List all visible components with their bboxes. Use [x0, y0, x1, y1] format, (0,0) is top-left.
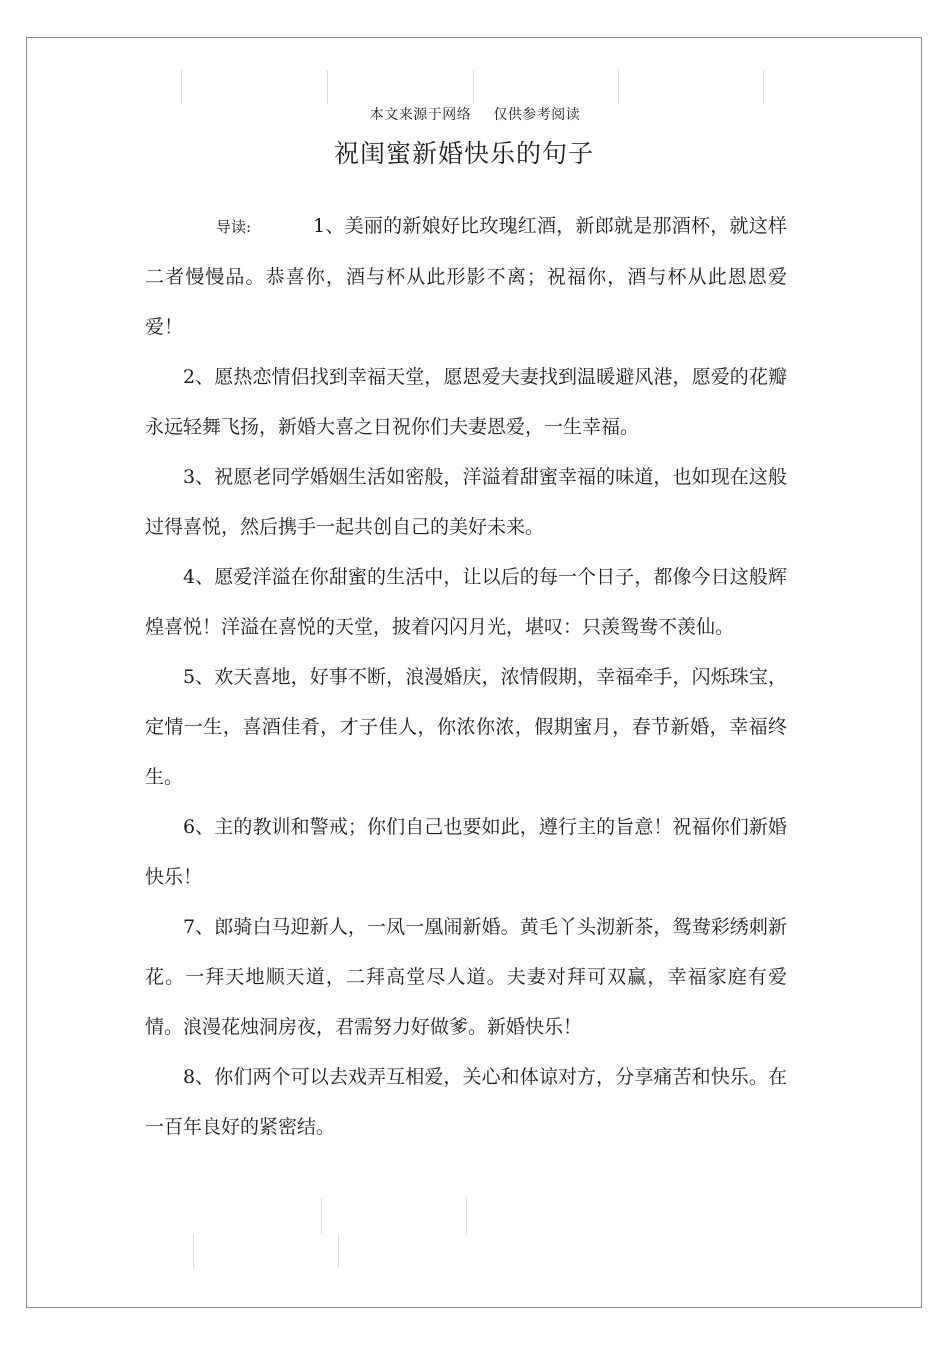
guide-line — [327, 70, 328, 104]
guide-line — [321, 1198, 322, 1234]
paragraph-1 — [145, 201, 787, 352]
paragraph-8: 8、你们两个可以去戏弄互相爱，关心和体谅对方，分享痛苦和快乐。在一百年良好的紧密结。 — [145, 1066, 787, 1138]
guide-line — [181, 70, 182, 104]
guide-line — [338, 1234, 339, 1268]
reference-note-text: 仅供参考阅读 — [493, 107, 581, 123]
paragraph-5: 5、欢天喜地，好事不断，浪漫婚庆，浓情假期，幸福牵手，闪烁珠宝，定情一生，喜酒佳肴，才子佳人，你浓你浓，假期蜜月，春节新婚，幸福终生。 — [145, 666, 787, 788]
source-note — [0, 104, 950, 124]
paragraph-2: 2、愿热恋情侣找到幸福天堂，愿恩爱夫妻找到温暖避风港，愿爱的花瓣永远轻舞飞扬，新婚大喜之日祝你们夫妻恩爱，一生幸福。 — [145, 366, 787, 438]
source-note-text: 本文来源于网络 — [369, 107, 472, 123]
guide-line — [473, 70, 474, 104]
paragraph-4: 4、愿爱洋溢在你甜蜜的生活中，让以后的每一个日子，都像今日这般辉煌喜悦！洋溢在喜悦的天堂，披着闪闪月光，堪叹：只羡鸳鸯不羡仙。 — [145, 566, 787, 638]
paragraph-7: 7、郎骑白马迎新人，一凤一凰闹新婚。黄毛丫头沏新茶，鸳鸯彩绣刺新花。一拜天地顺天道，二拜高堂尽人道。夫妻对拜可双赢，幸福家庭有爱情。浪漫花烛洞房夜，君需努力好做爹。新婚快乐！ — [145, 916, 787, 1038]
document-title: 祝闺蜜新婚快乐的句子 — [333, 139, 594, 168]
paragraph-6: 6、主的教训和警戒；你们自己也要如此，遵行主的旨意！祝福你们新婚快乐！ — [145, 816, 787, 888]
document-body — [145, 201, 787, 1152]
guide-line — [763, 70, 764, 104]
guide-line — [618, 70, 619, 104]
paragraph-3: 3、祝愿老同学婚姻生活如密般，洋溢着甜蜜幸福的味道，也如现在这般过得喜悦，然后携手一起共创自己的美好未来。 — [145, 466, 787, 538]
paragraph-text: 1、美丽的新娘好比玫瑰红酒，新郎就是那酒杯，就这样二者慢慢品。恭喜你，酒与杯从此形影不离；祝福你，酒与杯从此恩恩爱爱！ — [145, 215, 787, 338]
lead-label: 导读: — [216, 218, 252, 236]
guide-line — [466, 1198, 467, 1234]
guide-line — [193, 1234, 194, 1268]
